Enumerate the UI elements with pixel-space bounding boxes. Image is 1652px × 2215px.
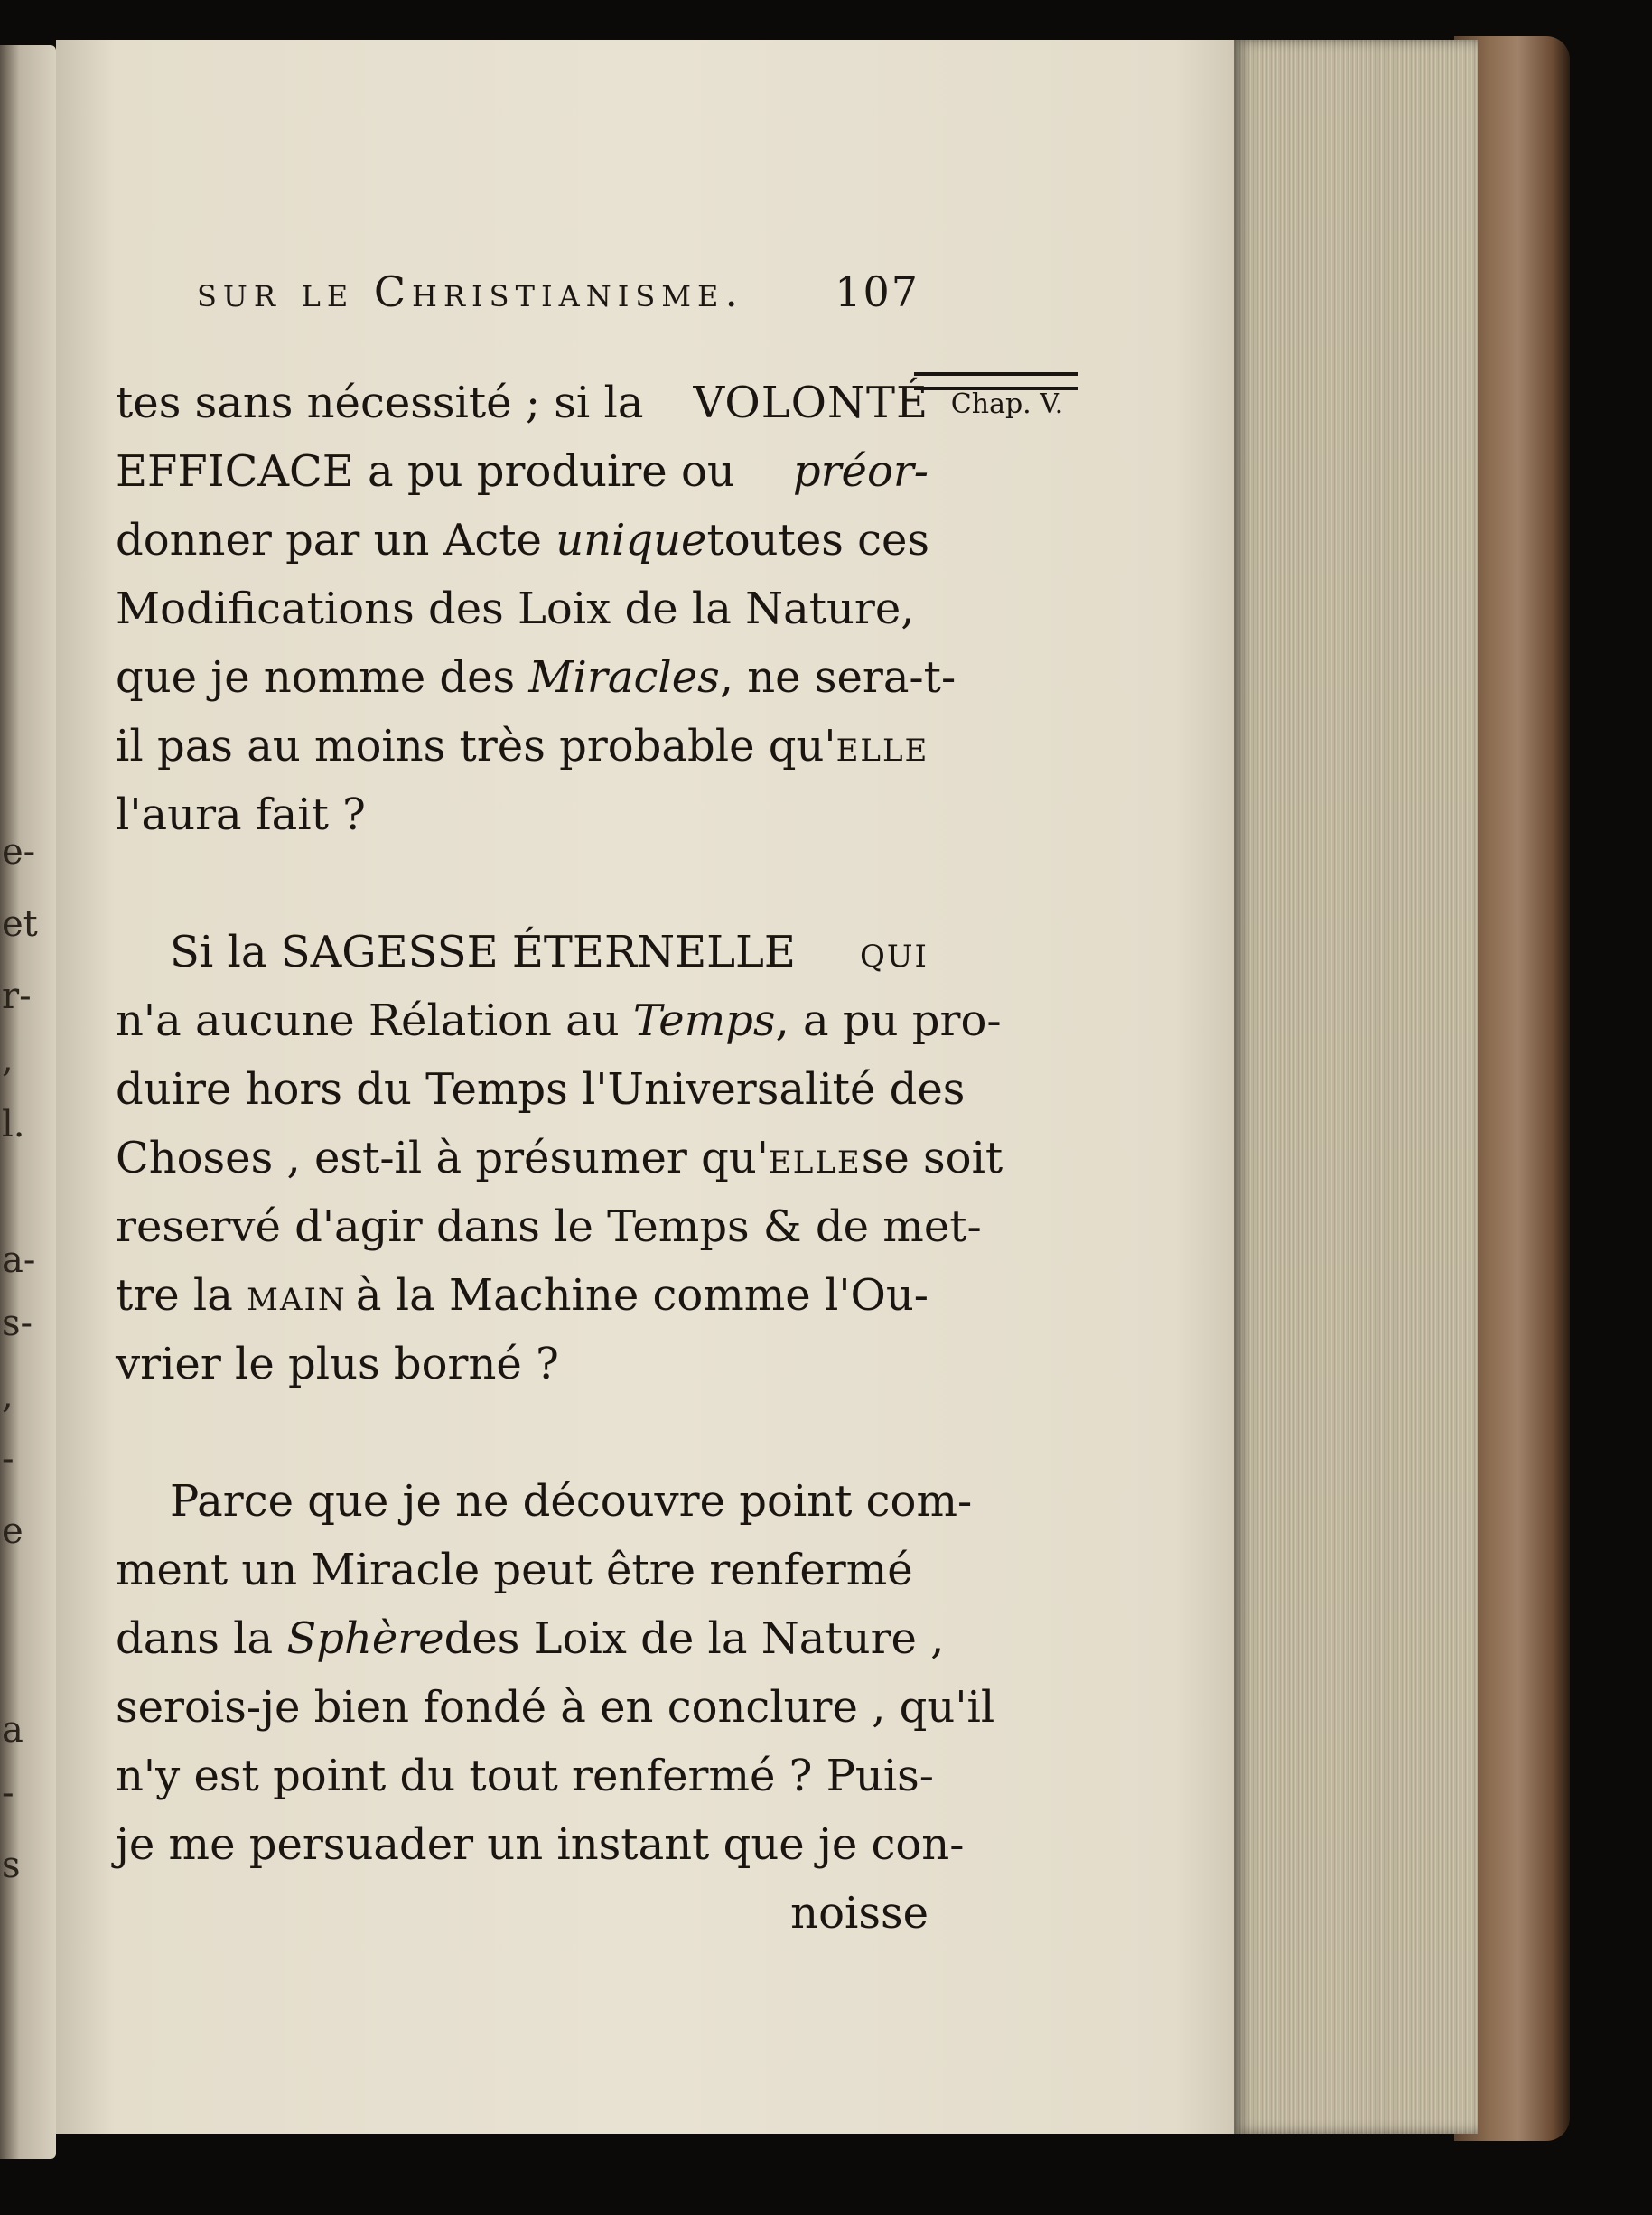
fragment: a- xyxy=(2,1239,36,1281)
fragment: a xyxy=(2,1709,23,1751)
left-page-fragments xyxy=(0,0,54,2215)
fragment: - xyxy=(2,1772,14,1814)
text-line xyxy=(116,1192,982,1261)
page-block-edge xyxy=(1234,40,1478,2134)
text-line xyxy=(116,986,1002,1055)
fragment: - xyxy=(2,1438,14,1480)
body-text xyxy=(116,369,1003,1948)
text-run: noisse xyxy=(790,1888,929,1939)
text-line xyxy=(116,1604,945,1673)
catchword xyxy=(116,1879,929,1948)
text-run: VOLONTÉ xyxy=(693,378,929,428)
text-line xyxy=(116,712,929,780)
text-line xyxy=(116,1536,929,1604)
text-run: reservé d'agir dans le Temps & de met- xyxy=(116,1201,982,1252)
text-run: EFFICACE a pu produire ou xyxy=(116,446,735,497)
fragment: s- xyxy=(2,1303,33,1344)
text-run: il pas au moins très probable qu' xyxy=(116,721,836,771)
text-run: donner par un Acte xyxy=(116,515,556,565)
text-run: tes sans nécessité ; si la xyxy=(116,378,644,428)
fragment: e xyxy=(2,1510,23,1552)
text-line xyxy=(116,575,929,643)
text-line xyxy=(116,1467,973,1536)
text-run: n'a aucune Rélation au xyxy=(116,995,633,1046)
text-line xyxy=(116,1742,935,1810)
text-run: dans la xyxy=(116,1613,287,1664)
margin-rule xyxy=(914,372,1078,390)
text-run: à la Machine comme l'Ou- xyxy=(355,1270,929,1321)
text-run: , a pu pro- xyxy=(775,995,1002,1046)
text-line xyxy=(116,1673,995,1742)
text-line xyxy=(116,1055,966,1124)
italic-run: unique xyxy=(555,515,707,565)
text-run: Choses , est-il à présumer qu' xyxy=(116,1133,769,1183)
text-line xyxy=(116,1810,965,1879)
text-run: je me persuader un instant que je con- xyxy=(116,1819,965,1870)
text-run: Parce que je ne découvre point com- xyxy=(170,1476,973,1527)
text-line xyxy=(116,1330,929,1398)
italic-run: Temps xyxy=(632,995,776,1046)
text-run: Si la SAGESSE ÉTERNELLE xyxy=(170,927,796,977)
text-run: serois-je bien fondé à en conclure , qu'il xyxy=(116,1682,995,1733)
italic-run: Sphère xyxy=(286,1613,444,1664)
text-run: duire hors du Temps l'Universalité des xyxy=(116,1064,966,1115)
small-caps-run: elle xyxy=(835,721,929,771)
text-run: l'aura fait ? xyxy=(116,790,366,840)
text-run: n'y est point du tout renfermé ? Puis- xyxy=(116,1751,935,1801)
text-run: vrier le plus borné ? xyxy=(116,1339,559,1389)
text-line xyxy=(116,506,929,575)
text-line xyxy=(116,437,929,506)
text-run: , ne sera-t- xyxy=(719,652,957,703)
small-caps-run: main xyxy=(247,1270,347,1321)
text-run: que je nomme des xyxy=(116,652,529,703)
italic-run: Miracles xyxy=(528,652,720,703)
running-title: sur le Christianisme. xyxy=(197,267,744,316)
text-line xyxy=(116,1261,929,1330)
text-run: tre la xyxy=(116,1270,247,1321)
text-line xyxy=(116,369,929,437)
fragment: et xyxy=(2,903,38,945)
margin-note: Chap. V. xyxy=(950,388,1064,420)
text-line xyxy=(116,643,957,712)
small-caps-run: elle xyxy=(768,1133,862,1183)
text-run: ment un Miracle peut être renfermé xyxy=(116,1545,913,1595)
text-line xyxy=(116,1124,1003,1192)
running-head xyxy=(197,267,919,316)
page-number: 107 xyxy=(835,267,919,316)
fragment: r- xyxy=(2,976,32,1017)
text-run: des Loix de la Nature , xyxy=(443,1613,945,1664)
text-run: se soit xyxy=(861,1133,1003,1183)
text-run: Modifications des Loix de la Nature, xyxy=(116,584,915,634)
fragment: l. xyxy=(2,1104,25,1145)
fragment: e- xyxy=(2,831,36,873)
fragment: s xyxy=(2,1845,21,1886)
text-line xyxy=(116,780,929,849)
fragment: , xyxy=(2,1375,14,1416)
small-caps-run: qui xyxy=(860,927,929,977)
text-run: toutes ces xyxy=(706,515,930,565)
fragment: , xyxy=(2,1039,14,1080)
italic-run: préor- xyxy=(792,446,929,497)
text-line xyxy=(116,918,929,986)
